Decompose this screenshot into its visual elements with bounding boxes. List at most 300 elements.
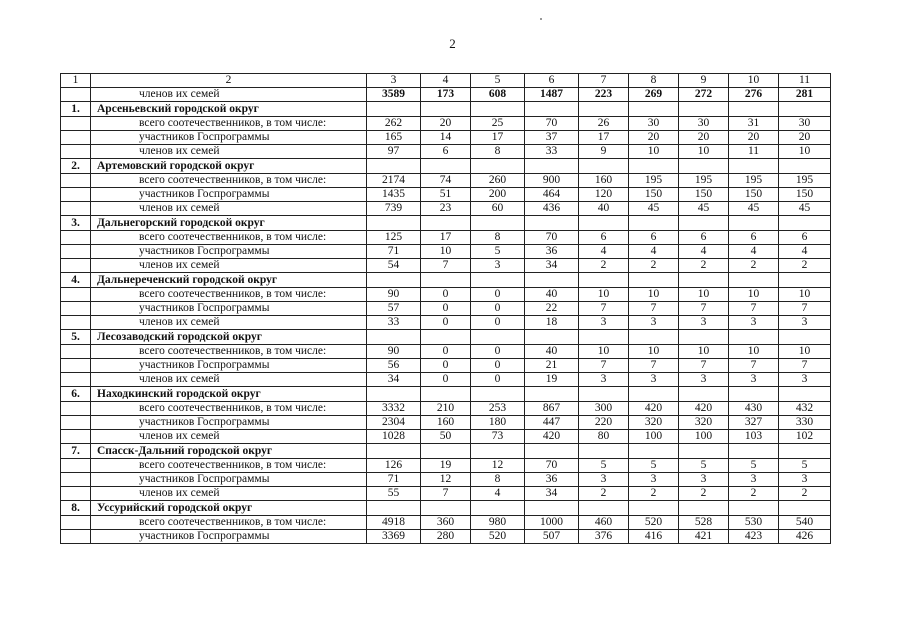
table-row [61, 202, 831, 216]
value-cell: 300 [579, 402, 629, 416]
empty-cell [679, 273, 729, 288]
empty-cell [779, 102, 831, 117]
value-cell: 327 [729, 416, 779, 430]
row-index-cell [61, 131, 91, 145]
table-row [61, 402, 831, 416]
section-index: 3. [61, 216, 91, 231]
value-cell: 54 [367, 259, 421, 273]
data-table [60, 73, 831, 544]
value-cell: 18 [525, 316, 579, 330]
empty-cell [471, 159, 525, 174]
value-cell: 34 [525, 487, 579, 501]
value-cell: 423 [729, 530, 779, 544]
empty-cell [779, 273, 831, 288]
value-cell: 45 [629, 202, 679, 216]
empty-cell [679, 102, 729, 117]
value-cell: 7 [729, 359, 779, 373]
value-cell: 420 [629, 402, 679, 416]
row-label: участников Госпрограммы [91, 473, 367, 487]
value-cell: 26 [579, 117, 629, 131]
value-cell: 10 [679, 145, 729, 159]
empty-cell [729, 159, 779, 174]
value-cell: 10 [629, 145, 679, 159]
value-cell: 70 [525, 117, 579, 131]
empty-cell [679, 216, 729, 231]
value-cell: 90 [367, 288, 421, 302]
table-row [61, 530, 831, 544]
value-cell: 60 [471, 202, 525, 216]
section-index: 4. [61, 273, 91, 288]
table-row [61, 459, 831, 473]
value-cell: 45 [779, 202, 831, 216]
empty-cell [367, 102, 421, 117]
row-index-cell [61, 402, 91, 416]
value-cell: 7 [679, 302, 729, 316]
value-cell: 1000 [525, 516, 579, 530]
value-cell: 4 [579, 245, 629, 259]
empty-cell [779, 444, 831, 459]
section-index: 6. [61, 387, 91, 402]
value-cell: 2 [679, 259, 729, 273]
value-cell: 7 [679, 359, 729, 373]
value-cell: 2 [579, 487, 629, 501]
value-cell: 100 [629, 430, 679, 444]
value-cell: 8 [471, 473, 525, 487]
value-cell: 6 [729, 231, 779, 245]
value-cell: 0 [471, 302, 525, 316]
value-cell: 0 [471, 345, 525, 359]
empty-cell [471, 387, 525, 402]
section-title: Спасск-Дальний городской округ [91, 444, 367, 459]
value-cell: 0 [421, 345, 471, 359]
value-cell: 1435 [367, 188, 421, 202]
empty-cell [579, 501, 629, 516]
value-cell: 20 [421, 117, 471, 131]
value-cell: 3332 [367, 402, 421, 416]
empty-cell [579, 159, 629, 174]
row-index-cell [61, 145, 91, 159]
value-cell: 150 [729, 188, 779, 202]
empty-cell [525, 159, 579, 174]
page-number: 2 [449, 36, 456, 51]
empty-cell [421, 330, 471, 345]
value-cell: 33 [525, 145, 579, 159]
row-label: всего соотечественников, в том числе: [91, 345, 367, 359]
value-cell: 3 [679, 473, 729, 487]
value-cell: 23 [421, 202, 471, 216]
empty-cell [471, 273, 525, 288]
empty-cell [679, 159, 729, 174]
value-cell: 430 [729, 402, 779, 416]
empty-cell [629, 387, 679, 402]
value-cell: 464 [525, 188, 579, 202]
row-index-cell [61, 259, 91, 273]
column-header: 9 [679, 74, 729, 88]
scan-dot [540, 18, 542, 20]
table-row [61, 473, 831, 487]
value-cell: 540 [779, 516, 831, 530]
empty-cell [679, 330, 729, 345]
empty-cell [525, 501, 579, 516]
value-cell: 608 [471, 88, 525, 102]
value-cell: 34 [367, 373, 421, 387]
value-cell: 2 [579, 259, 629, 273]
value-cell: 4 [729, 245, 779, 259]
section-header-row [61, 387, 831, 402]
table-row [61, 487, 831, 501]
value-cell: 3 [729, 473, 779, 487]
table-row [61, 430, 831, 444]
value-cell: 223 [579, 88, 629, 102]
value-cell: 276 [729, 88, 779, 102]
value-cell: 5 [729, 459, 779, 473]
value-cell: 150 [779, 188, 831, 202]
empty-cell [679, 501, 729, 516]
empty-cell [729, 273, 779, 288]
value-cell: 20 [779, 131, 831, 145]
value-cell: 420 [525, 430, 579, 444]
value-cell: 55 [367, 487, 421, 501]
value-cell: 2 [729, 259, 779, 273]
value-cell: 17 [421, 231, 471, 245]
value-cell: 195 [629, 174, 679, 188]
row-index-cell [61, 373, 91, 387]
empty-cell [421, 159, 471, 174]
value-cell: 900 [525, 174, 579, 188]
row-index-cell [61, 416, 91, 430]
value-cell: 3 [629, 316, 679, 330]
empty-cell [779, 387, 831, 402]
section-title: Артемовский городской округ [91, 159, 367, 174]
empty-cell [779, 159, 831, 174]
value-cell: 5 [679, 459, 729, 473]
empty-cell [629, 501, 679, 516]
row-index-cell [61, 345, 91, 359]
value-cell: 74 [421, 174, 471, 188]
row-label: всего соотечественников, в том числе: [91, 516, 367, 530]
value-cell: 426 [779, 530, 831, 544]
empty-cell [729, 330, 779, 345]
value-cell: 10 [779, 145, 831, 159]
row-index-cell [61, 288, 91, 302]
row-label: членов их семей [91, 202, 367, 216]
section-header-row [61, 159, 831, 174]
value-cell: 120 [579, 188, 629, 202]
value-cell: 11 [729, 145, 779, 159]
empty-cell [525, 102, 579, 117]
value-cell: 528 [679, 516, 729, 530]
value-cell: 6 [579, 231, 629, 245]
value-cell: 6 [679, 231, 729, 245]
value-cell: 10 [629, 345, 679, 359]
empty-cell [779, 501, 831, 516]
value-cell: 3 [629, 373, 679, 387]
value-cell: 7 [629, 359, 679, 373]
value-cell: 980 [471, 516, 525, 530]
header-row [61, 74, 831, 88]
empty-cell [579, 102, 629, 117]
value-cell: 30 [629, 117, 679, 131]
table-row [61, 316, 831, 330]
table-row [61, 117, 831, 131]
value-cell: 25 [471, 117, 525, 131]
column-header: 3 [367, 74, 421, 88]
empty-cell [525, 216, 579, 231]
value-cell: 0 [471, 288, 525, 302]
empty-cell [629, 159, 679, 174]
value-cell: 0 [421, 316, 471, 330]
empty-cell [779, 216, 831, 231]
row-index-cell [61, 530, 91, 544]
value-cell: 3 [779, 473, 831, 487]
value-cell: 12 [421, 473, 471, 487]
row-index-cell [61, 88, 91, 102]
row-label: всего соотечественников, в том числе: [91, 117, 367, 131]
row-label: участников Госпрограммы [91, 416, 367, 430]
row-label: членов их семей [91, 430, 367, 444]
value-cell: 210 [421, 402, 471, 416]
value-cell: 97 [367, 145, 421, 159]
value-cell: 507 [525, 530, 579, 544]
value-cell: 432 [779, 402, 831, 416]
value-cell: 8 [471, 231, 525, 245]
row-label: членов их семей [91, 145, 367, 159]
value-cell: 10 [679, 345, 729, 359]
value-cell: 7 [729, 302, 779, 316]
column-header: 1 [61, 74, 91, 88]
value-cell: 20 [679, 131, 729, 145]
row-index-cell [61, 302, 91, 316]
value-cell: 71 [367, 473, 421, 487]
table-row [61, 302, 831, 316]
value-cell: 520 [629, 516, 679, 530]
value-cell: 281 [779, 88, 831, 102]
value-cell: 3 [579, 373, 629, 387]
row-label: всего соотечественников, в том числе: [91, 288, 367, 302]
value-cell: 9 [579, 145, 629, 159]
value-cell: 30 [679, 117, 729, 131]
value-cell: 420 [679, 402, 729, 416]
value-cell: 7 [579, 359, 629, 373]
value-cell: 180 [471, 416, 525, 430]
value-cell: 3 [779, 316, 831, 330]
value-cell: 10 [779, 288, 831, 302]
row-index-cell [61, 430, 91, 444]
section-header-row [61, 501, 831, 516]
value-cell: 0 [471, 373, 525, 387]
table-row [61, 231, 831, 245]
row-label: членов их семей [91, 373, 367, 387]
value-cell: 10 [729, 288, 779, 302]
column-header: 2 [91, 74, 367, 88]
value-cell: 2 [629, 259, 679, 273]
row-index-cell [61, 117, 91, 131]
empty-cell [421, 444, 471, 459]
empty-cell [421, 216, 471, 231]
row-label: членов их семей [91, 88, 367, 102]
value-cell: 20 [729, 131, 779, 145]
value-cell: 0 [421, 359, 471, 373]
value-cell: 2 [629, 487, 679, 501]
value-cell: 330 [779, 416, 831, 430]
empty-cell [367, 444, 421, 459]
value-cell: 1028 [367, 430, 421, 444]
value-cell: 10 [579, 345, 629, 359]
value-cell: 103 [729, 430, 779, 444]
section-index: 8. [61, 501, 91, 516]
empty-cell [629, 330, 679, 345]
value-cell: 3 [729, 373, 779, 387]
row-index-cell [61, 359, 91, 373]
value-cell: 3 [679, 316, 729, 330]
value-cell: 447 [525, 416, 579, 430]
value-cell: 37 [525, 131, 579, 145]
row-index-cell [61, 316, 91, 330]
section-index: 1. [61, 102, 91, 117]
empty-cell [367, 159, 421, 174]
value-cell: 7 [421, 487, 471, 501]
value-cell: 436 [525, 202, 579, 216]
value-cell: 195 [729, 174, 779, 188]
value-cell: 272 [679, 88, 729, 102]
column-header: 11 [779, 74, 831, 88]
row-index-cell [61, 459, 91, 473]
empty-cell [525, 444, 579, 459]
empty-cell [367, 273, 421, 288]
empty-cell [629, 102, 679, 117]
row-label: участников Госпрограммы [91, 530, 367, 544]
value-cell: 50 [421, 430, 471, 444]
value-cell: 10 [679, 288, 729, 302]
column-header: 5 [471, 74, 525, 88]
value-cell: 10 [779, 345, 831, 359]
value-cell: 70 [525, 231, 579, 245]
value-cell: 867 [525, 402, 579, 416]
value-cell: 34 [525, 259, 579, 273]
empty-cell [471, 216, 525, 231]
value-cell: 253 [471, 402, 525, 416]
section-index: 2. [61, 159, 91, 174]
value-cell: 5 [471, 245, 525, 259]
section-title: Уссурийский городской округ [91, 501, 367, 516]
value-cell: 3 [579, 316, 629, 330]
section-index: 7. [61, 444, 91, 459]
empty-cell [525, 330, 579, 345]
empty-cell [367, 216, 421, 231]
value-cell: 1487 [525, 88, 579, 102]
value-cell: 90 [367, 345, 421, 359]
value-cell: 3369 [367, 530, 421, 544]
section-header-row [61, 273, 831, 288]
empty-cell [629, 273, 679, 288]
value-cell: 220 [579, 416, 629, 430]
table-row [61, 174, 831, 188]
value-cell: 3 [471, 259, 525, 273]
value-cell: 20 [629, 131, 679, 145]
value-cell: 165 [367, 131, 421, 145]
value-cell: 160 [421, 416, 471, 430]
value-cell: 7 [629, 302, 679, 316]
row-index-cell [61, 516, 91, 530]
empty-cell [367, 330, 421, 345]
value-cell: 3 [679, 373, 729, 387]
value-cell: 269 [629, 88, 679, 102]
value-cell: 8 [471, 145, 525, 159]
row-label: всего соотечественников, в том числе: [91, 231, 367, 245]
value-cell: 4 [629, 245, 679, 259]
empty-cell [421, 273, 471, 288]
section-title: Дальнегорский городской округ [91, 216, 367, 231]
value-cell: 2 [779, 487, 831, 501]
value-cell: 530 [729, 516, 779, 530]
value-cell: 3 [579, 473, 629, 487]
row-label: участников Госпрограммы [91, 359, 367, 373]
empty-cell [729, 501, 779, 516]
value-cell: 320 [629, 416, 679, 430]
value-cell: 17 [579, 131, 629, 145]
empty-cell [579, 387, 629, 402]
value-cell: 6 [421, 145, 471, 159]
value-cell: 10 [421, 245, 471, 259]
row-index-cell [61, 202, 91, 216]
value-cell: 40 [525, 345, 579, 359]
value-cell: 150 [629, 188, 679, 202]
value-cell: 70 [525, 459, 579, 473]
row-index-cell [61, 487, 91, 501]
section-header-row [61, 216, 831, 231]
value-cell: 14 [421, 131, 471, 145]
value-cell: 421 [679, 530, 729, 544]
section-title: Дальнереченский городской округ [91, 273, 367, 288]
row-label: участников Госпрограммы [91, 188, 367, 202]
section-index: 5. [61, 330, 91, 345]
value-cell: 2 [779, 259, 831, 273]
column-header: 4 [421, 74, 471, 88]
value-cell: 360 [421, 516, 471, 530]
value-cell: 0 [421, 302, 471, 316]
value-cell: 2304 [367, 416, 421, 430]
value-cell: 19 [525, 373, 579, 387]
value-cell: 2 [729, 487, 779, 501]
empty-cell [679, 387, 729, 402]
value-cell: 3589 [367, 88, 421, 102]
table-row-carryover [61, 88, 831, 102]
value-cell: 126 [367, 459, 421, 473]
empty-cell [471, 102, 525, 117]
section-title: Лесозаводский городской округ [91, 330, 367, 345]
value-cell: 260 [471, 174, 525, 188]
row-label: всего соотечественников, в том числе: [91, 459, 367, 473]
empty-cell [579, 273, 629, 288]
value-cell: 0 [421, 288, 471, 302]
value-cell: 51 [421, 188, 471, 202]
value-cell: 0 [471, 316, 525, 330]
value-cell: 19 [421, 459, 471, 473]
value-cell: 4918 [367, 516, 421, 530]
column-header: 7 [579, 74, 629, 88]
value-cell: 739 [367, 202, 421, 216]
empty-cell [525, 273, 579, 288]
value-cell: 73 [471, 430, 525, 444]
value-cell: 3 [729, 316, 779, 330]
empty-cell [629, 216, 679, 231]
value-cell: 100 [679, 430, 729, 444]
table-row [61, 345, 831, 359]
value-cell: 22 [525, 302, 579, 316]
value-cell: 5 [779, 459, 831, 473]
value-cell: 10 [629, 288, 679, 302]
empty-cell [471, 501, 525, 516]
